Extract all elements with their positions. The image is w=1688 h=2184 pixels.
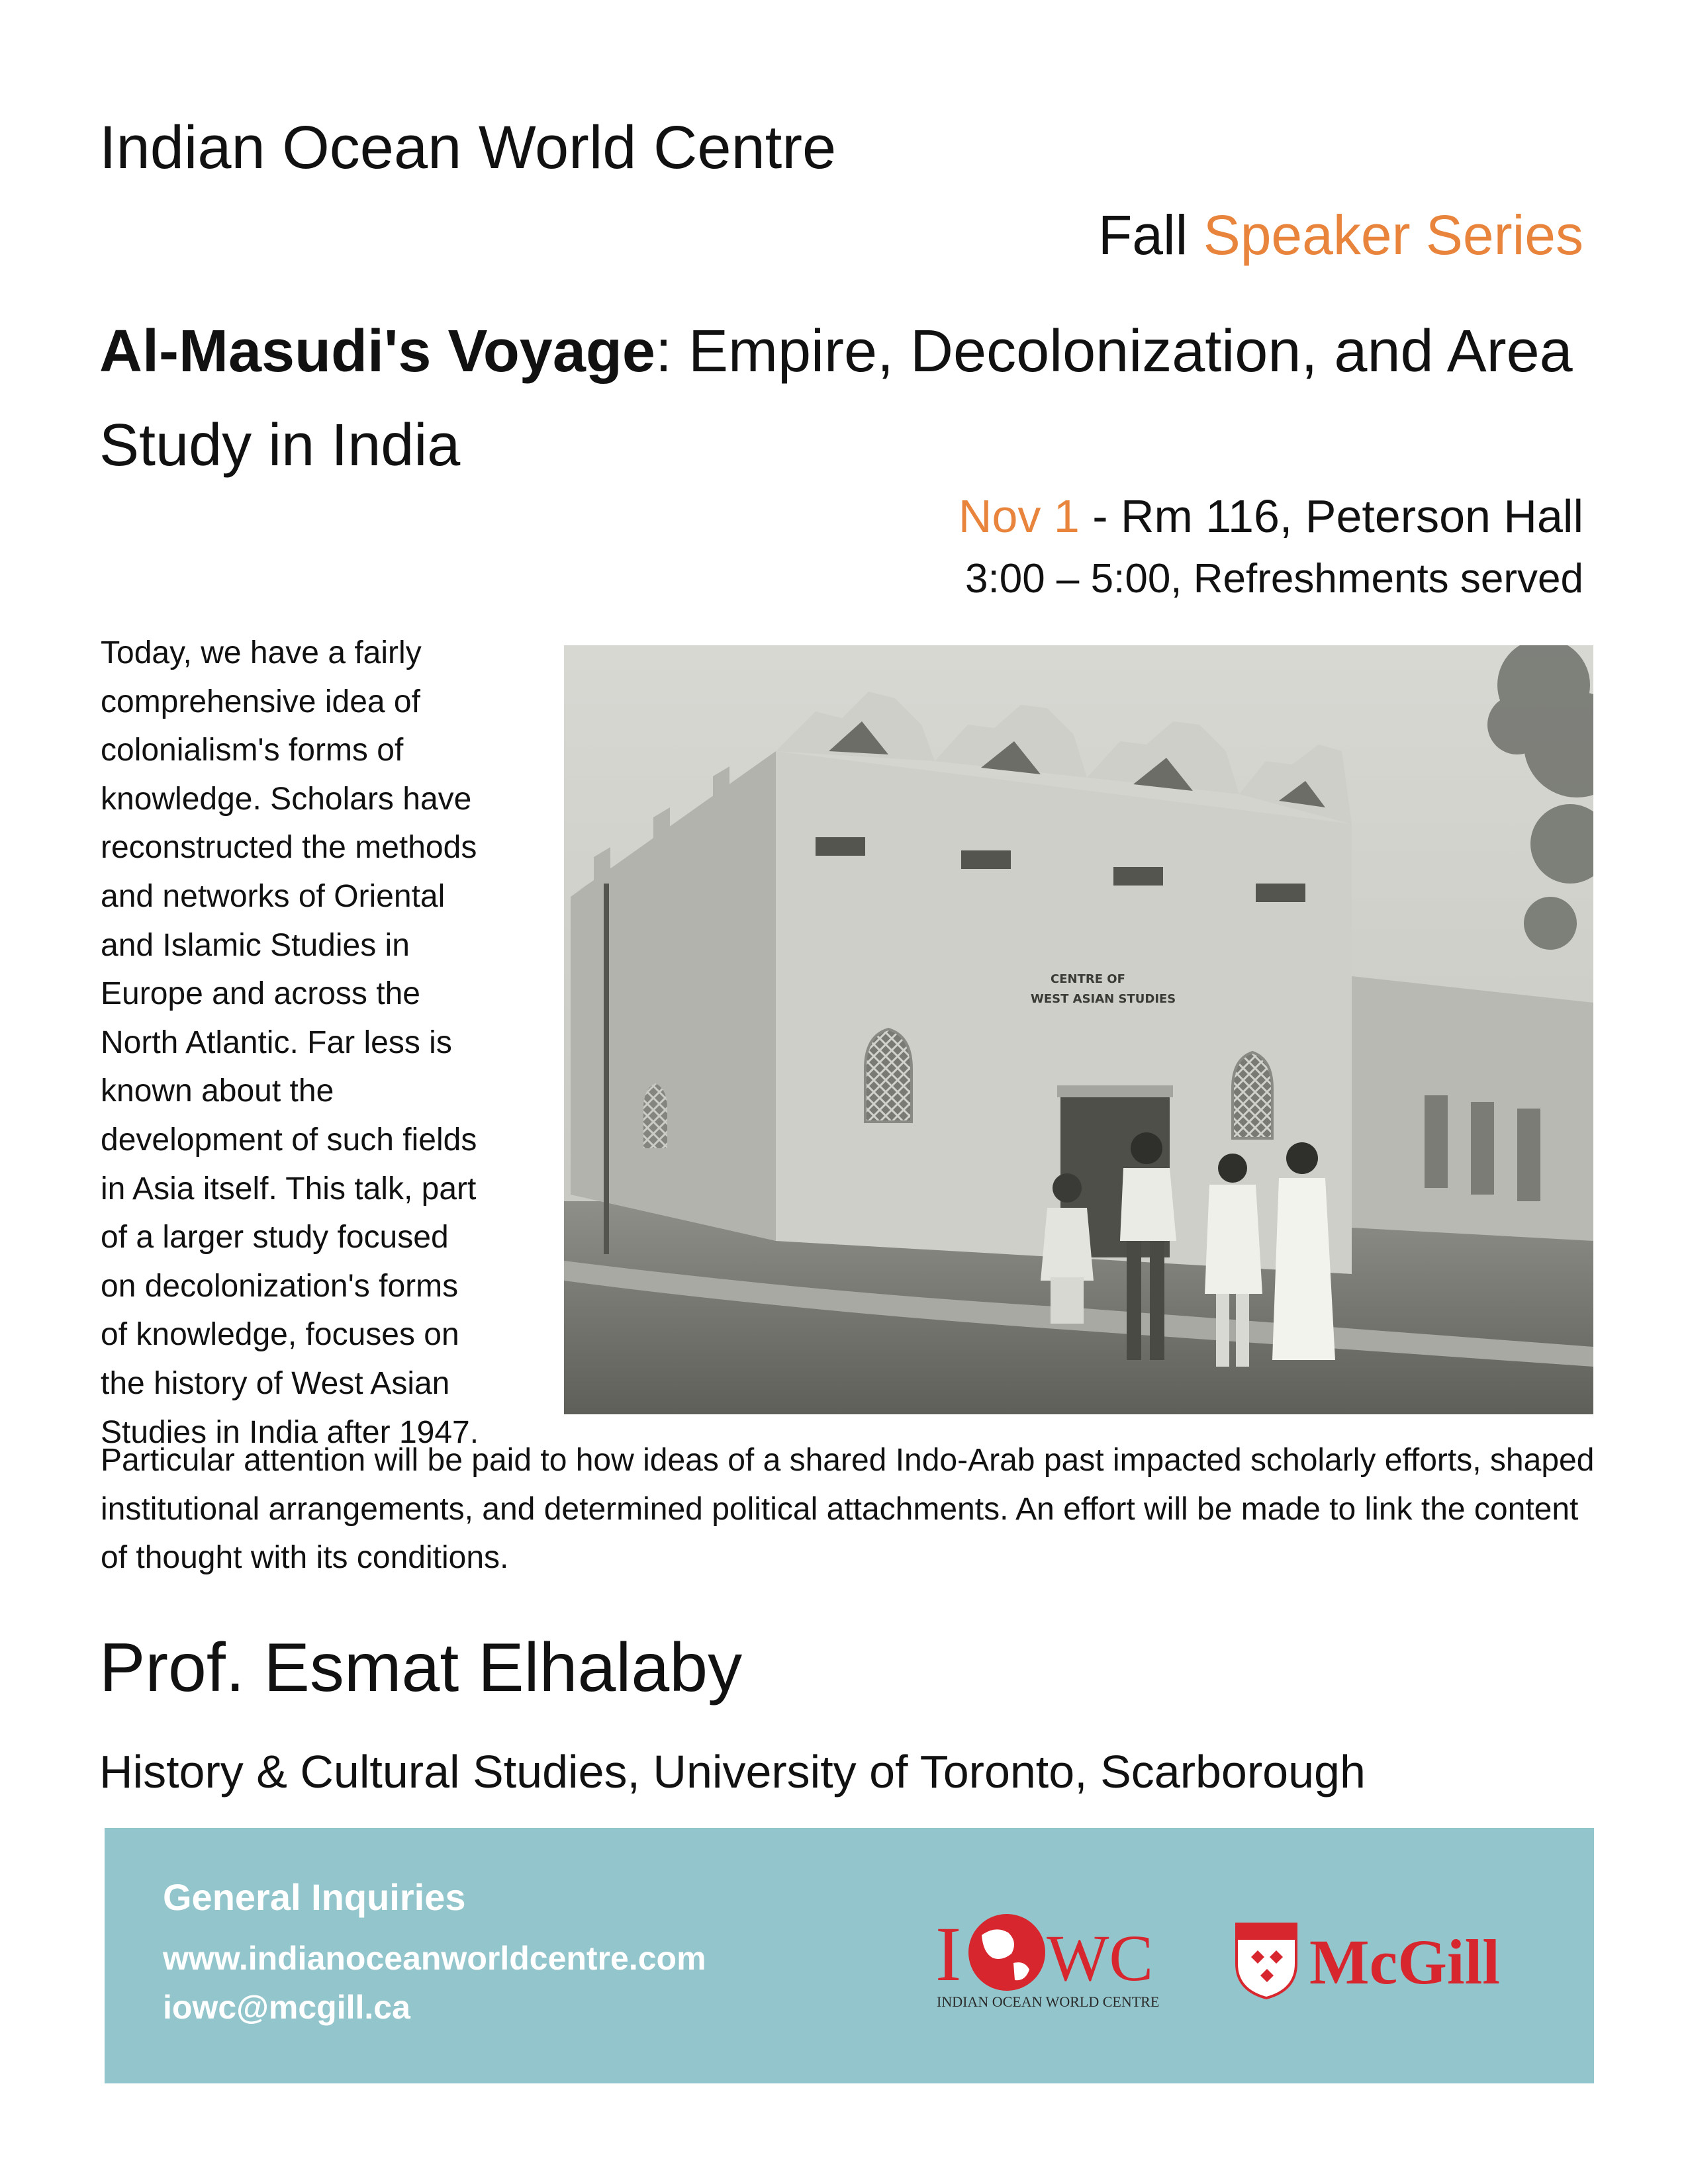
iowc-logo-letter-i: I <box>935 1911 962 1997</box>
photo-sign-line1: CENTRE OF <box>1051 972 1125 986</box>
series-title <box>1098 202 1583 268</box>
footer-heading: General Inquiries <box>163 1876 466 1918</box>
abstract-line: the history of West Asian <box>101 1365 450 1401</box>
abstract-line: and Islamic Studies in <box>101 927 410 963</box>
talk-location: - Rm 116, Peterson Hall <box>1079 490 1583 542</box>
abstract-line: comprehensive idea of <box>101 684 420 719</box>
abstract-line: development of such fields <box>101 1122 477 1158</box>
footer-panel <box>105 1828 1594 2083</box>
talk-title-bold: Al-Masudi's Voyage <box>99 318 655 385</box>
talk-title <box>99 304 1595 492</box>
abstract-line: Europe and across the <box>101 976 420 1012</box>
date-location <box>959 486 1583 546</box>
abstract-line: reconstructed the methods <box>101 830 477 866</box>
abstract-line: of knowledge, focuses on <box>101 1317 459 1353</box>
iowc-logo-caption: INDIAN OCEAN WORLD CENTRE <box>937 1993 1160 2010</box>
abstract-line: Today, we have a fairly <box>101 635 422 670</box>
series-accent: Speaker Series <box>1203 204 1583 266</box>
organization-title: Indian Ocean World Centre <box>99 114 837 181</box>
mcgill-wordmark: McGill <box>1309 1927 1500 1997</box>
iowc-logo <box>929 1889 1180 2034</box>
abstract-line: North Atlantic. Far less is <box>101 1024 452 1060</box>
abstract-line: known about the <box>101 1073 334 1109</box>
abstract-line: knowledge. Scholars have <box>101 781 472 817</box>
series-prefix: Fall <box>1098 204 1188 266</box>
photo-sign-line2: WEST ASIAN STUDIES <box>1031 992 1176 1006</box>
iowc-logo-letters-wc: WC <box>1047 1921 1154 1995</box>
abstract-line: colonialism's forms of <box>101 733 404 768</box>
abstract-line: on decolonization's forms <box>101 1268 459 1304</box>
building-photo <box>564 645 1593 1414</box>
speaker-name: Prof. Esmat Elhalaby <box>99 1629 743 1706</box>
abstract-line: in Asia itself. This talk, part <box>101 1171 477 1206</box>
talk-time: 3:00 – 5:00, Refreshments served <box>965 556 1583 602</box>
abstract-wrapped <box>101 629 538 1457</box>
speaker-affiliation: History & Cultural Studies, University of Toronto, Scarborough <box>99 1746 1366 1797</box>
abstract-continuation: Particular attention will be paid to how ideas of a shared Indo-Arab past impacted scholarly efforts, shaped institutional arrangements, and determined political attachments. An effort will be made to link the content of thought with its conditions. <box>101 1443 1595 1576</box>
abstract-line: of a larger study focused <box>101 1220 449 1255</box>
website-link[interactable]: www.indianoceanworldcentre.com <box>163 1940 706 1977</box>
talk-date: Nov 1 <box>958 490 1080 542</box>
email-link[interactable]: iowc@mcgill.ca <box>163 1989 410 2026</box>
abstract-line: and networks of Oriental <box>101 878 445 914</box>
talk-title-rest: : Empire, Decolonization, and Area Study in India <box>99 318 1573 478</box>
abstract-line: Studies in India after 1947. <box>101 1414 479 1450</box>
mcgill-logo <box>1230 1917 1541 2000</box>
